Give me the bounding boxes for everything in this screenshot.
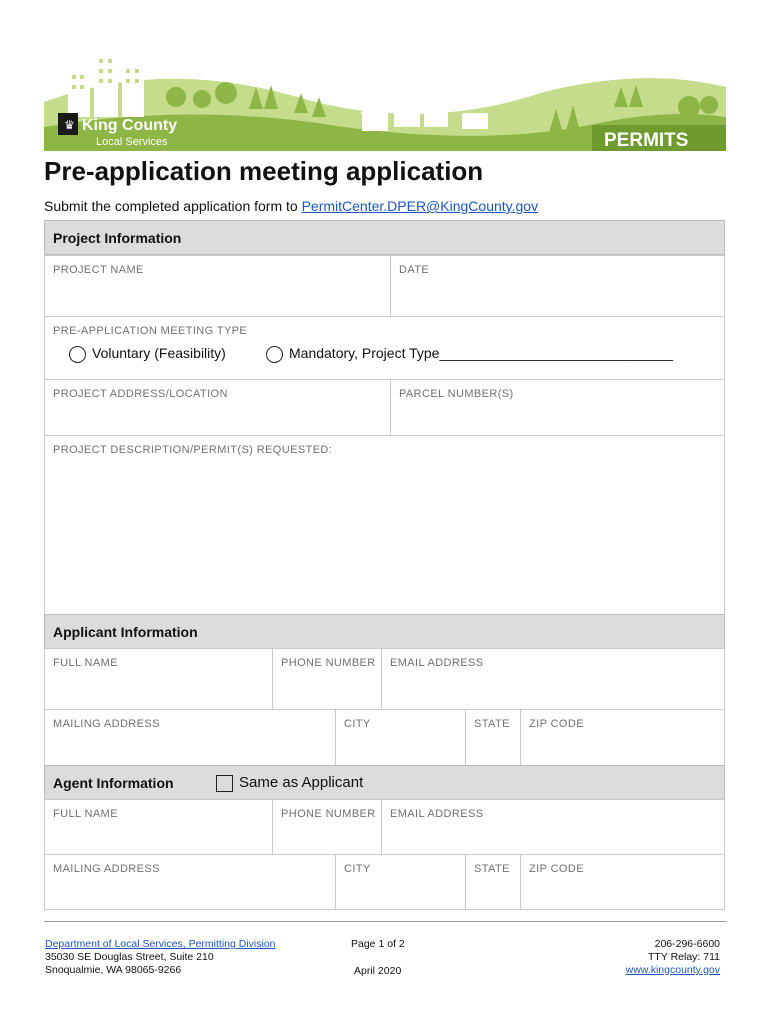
agent-state-label: STATE <box>474 863 510 875</box>
applicant-information-header: Applicant Information <box>44 614 725 649</box>
applicant-mailing-address-field[interactable] <box>44 709 336 766</box>
dept-link[interactable]: Department of Local Services, Permitting Division <box>45 938 276 950</box>
agent-email-label: EMAIL ADDRESS <box>390 808 484 820</box>
permit-center-email-link[interactable]: PermitCenter.DPER@KingCounty.gov <box>301 198 539 214</box>
meeting-type-row <box>44 316 725 380</box>
voluntary-label: Voluntary (Feasibility) <box>92 345 226 361</box>
agent-email-field[interactable] <box>381 799 725 855</box>
agent-mailing-address-label: MAILING ADDRESS <box>53 863 160 875</box>
applicant-phone-field[interactable] <box>272 648 382 710</box>
permits-banner <box>44 47 726 151</box>
page-title: Pre-application meeting application <box>44 156 484 186</box>
mandatory-option[interactable] <box>266 345 673 363</box>
project-address-label: PROJECT ADDRESS/LOCATION <box>53 388 228 400</box>
agent-city-label: CITY <box>344 863 371 875</box>
footer-date: April 2020 <box>354 965 402 977</box>
meeting-type-label: PRE-APPLICATION MEETING TYPE <box>53 325 248 337</box>
same-as-applicant-label: Same as Applicant <box>239 774 364 791</box>
agent-state-field[interactable] <box>465 854 521 910</box>
footer-right <box>520 938 720 977</box>
logo-text: King County <box>82 117 178 134</box>
agent-information-header <box>44 765 725 800</box>
applicant-full-name-field[interactable] <box>44 648 273 710</box>
project-address-field[interactable] <box>44 379 391 436</box>
applicant-state-label: STATE <box>474 718 510 730</box>
applicant-state-field[interactable] <box>465 709 521 766</box>
applicant-full-name-label: FULL NAME <box>53 657 118 669</box>
applicant-email-field[interactable] <box>381 648 725 710</box>
svg-text:♛: ♛ <box>64 118 75 132</box>
website-link[interactable]: www.kingcounty.gov <box>625 964 720 976</box>
date-field[interactable] <box>390 255 725 317</box>
agent-city-field[interactable] <box>335 854 466 910</box>
permits-label: PERMITS <box>604 130 689 151</box>
applicant-mailing-address-label: MAILING ADDRESS <box>53 718 160 730</box>
voluntary-radio[interactable] <box>69 346 86 363</box>
date-label: DATE <box>399 264 430 276</box>
mandatory-label: Mandatory, Project Type______________________________ <box>289 345 674 361</box>
applicant-email-label: EMAIL ADDRESS <box>390 657 484 669</box>
agent-full-name-field[interactable] <box>44 799 273 855</box>
footer-page-number: Page 1 of 2 <box>351 938 405 950</box>
project-description-field[interactable] <box>44 435 725 615</box>
mandatory-radio[interactable] <box>266 346 283 363</box>
same-as-applicant-checkbox[interactable] <box>216 775 233 792</box>
footer-phone: 206-296-6600 <box>654 938 720 950</box>
voluntary-option[interactable] <box>69 345 226 363</box>
footer-tty: TTY Relay: 711 <box>648 951 720 963</box>
agent-zip-label: ZIP CODE <box>529 863 584 875</box>
agent-zip-field[interactable] <box>520 854 725 910</box>
agent-phone-label: PHONE NUMBER <box>281 808 376 820</box>
subtitle-prefix: Submit the completed application form to <box>44 198 302 214</box>
footer-left <box>45 938 276 977</box>
applicant-zip-field[interactable] <box>520 709 725 766</box>
agent-full-name-label: FULL NAME <box>53 808 118 820</box>
same-as-applicant-option[interactable] <box>216 766 363 800</box>
parcel-number-label: PARCEL NUMBER(S) <box>399 388 514 400</box>
project-information-header: Project Information <box>44 220 725 255</box>
footer-address-line1: 35030 SE Douglas Street, Suite 210 <box>45 951 214 963</box>
applicant-city-label: CITY <box>344 718 371 730</box>
project-name-field[interactable] <box>44 255 391 317</box>
agent-mailing-address-field[interactable] <box>44 854 336 910</box>
footer-divider <box>44 921 726 922</box>
parcel-number-field[interactable] <box>390 379 725 436</box>
applicant-zip-label: ZIP CODE <box>529 718 584 730</box>
project-name-label: PROJECT NAME <box>53 264 144 276</box>
agent-phone-field[interactable] <box>272 799 382 855</box>
subtitle <box>44 198 538 214</box>
footer-address-line2: Snoqualmie, WA 98065-9266 <box>45 964 182 976</box>
project-description-label: PROJECT DESCRIPTION/PERMIT(S) REQUESTED: <box>53 444 333 456</box>
applicant-phone-label: PHONE NUMBER <box>281 657 376 669</box>
agent-information-title: Agent Information <box>53 775 174 791</box>
logo-subtext: Local Services <box>96 136 168 148</box>
applicant-city-field[interactable] <box>335 709 466 766</box>
